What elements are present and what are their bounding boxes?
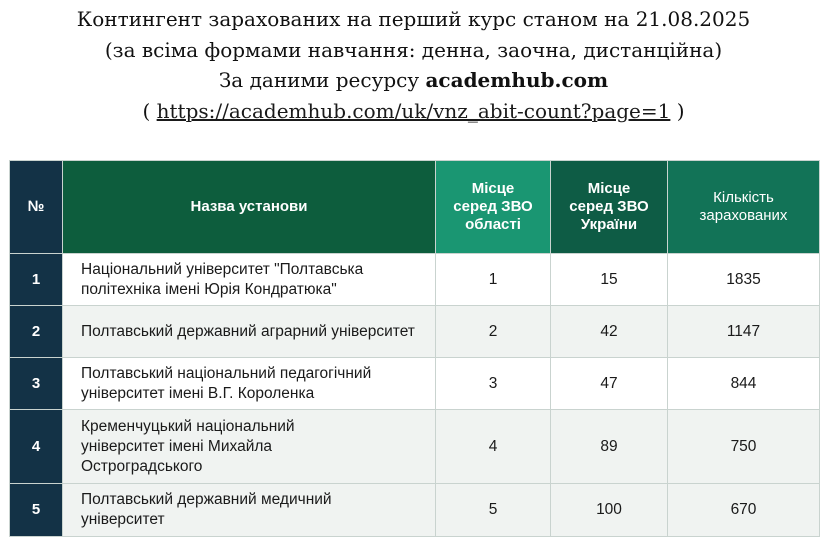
row-count: 750: [668, 410, 820, 484]
document-header: [0, 4, 827, 126]
row-ukraine-rank: 100: [551, 484, 668, 537]
row-count: 844: [668, 358, 820, 410]
row-ukraine-rank: 47: [551, 358, 668, 410]
table-row: [10, 358, 820, 410]
table-row: [10, 306, 820, 358]
header-count-text: Кількість зарахованих: [699, 189, 788, 224]
enrollment-table: [9, 160, 820, 537]
row-name: [63, 410, 436, 484]
row-region-rank: 4: [436, 410, 551, 484]
link-line: [0, 96, 827, 127]
link-close: ): [670, 98, 685, 123]
header-name: Назва установи: [63, 161, 436, 254]
row-name-text: Полтавський державний медичний університет: [81, 491, 332, 528]
table-row: [10, 484, 820, 537]
row-region-rank: 1: [436, 254, 551, 306]
table-header-row: [10, 161, 820, 254]
subtitle-line: (за всіма формами навчання: денна, заочна, дистанційна): [104, 37, 723, 62]
row-ukraine-rank: 15: [551, 254, 668, 306]
row-count: 1835: [668, 254, 820, 306]
row-num: 3: [10, 358, 63, 410]
row-region-rank: 3: [436, 358, 551, 410]
source-link[interactable]: https://academhub.com/uk/vnz_abit-count?page=1: [156, 98, 671, 123]
header-region-rank-text: Місце серед ЗВО області: [453, 180, 533, 233]
row-ukraine-rank: 42: [551, 306, 668, 358]
header-region-rank: [436, 161, 551, 254]
row-name-text: Кременчуцький національний університет імені Михайла Остроградського: [81, 417, 295, 475]
table-row: [10, 410, 820, 484]
table-row: [10, 254, 820, 306]
row-region-rank: 5: [436, 484, 551, 537]
link-open: (: [142, 98, 157, 123]
source-prefix: За даними ресурсу: [218, 68, 426, 92]
row-num: 4: [10, 410, 63, 484]
row-num: 1: [10, 254, 63, 306]
source-line: [0, 65, 827, 96]
row-name: Полтавський національний педагогічний університет імені В.Г. Короленка: [63, 358, 436, 410]
row-region-rank: 2: [436, 306, 551, 358]
source-name: academhub.com: [425, 68, 609, 92]
header-ukraine-rank-text: Місце серед ЗВО України: [569, 180, 649, 233]
row-count: 1147: [668, 306, 820, 358]
header-ukraine-rank: [551, 161, 668, 254]
row-num: 2: [10, 306, 63, 358]
row-name: Національний університет "Полтавська політехніка імені Юрія Кондратюка": [63, 254, 436, 306]
row-name: [63, 484, 436, 537]
row-ukraine-rank: 89: [551, 410, 668, 484]
row-num: 5: [10, 484, 63, 537]
row-count: 670: [668, 484, 820, 537]
header-count: [668, 161, 820, 254]
title-line: Контингент зарахованих на перший курс станом на 21.08.2025: [76, 7, 751, 31]
header-num: №: [10, 161, 63, 254]
row-name: Полтавський державний аграрний університет: [63, 306, 436, 358]
